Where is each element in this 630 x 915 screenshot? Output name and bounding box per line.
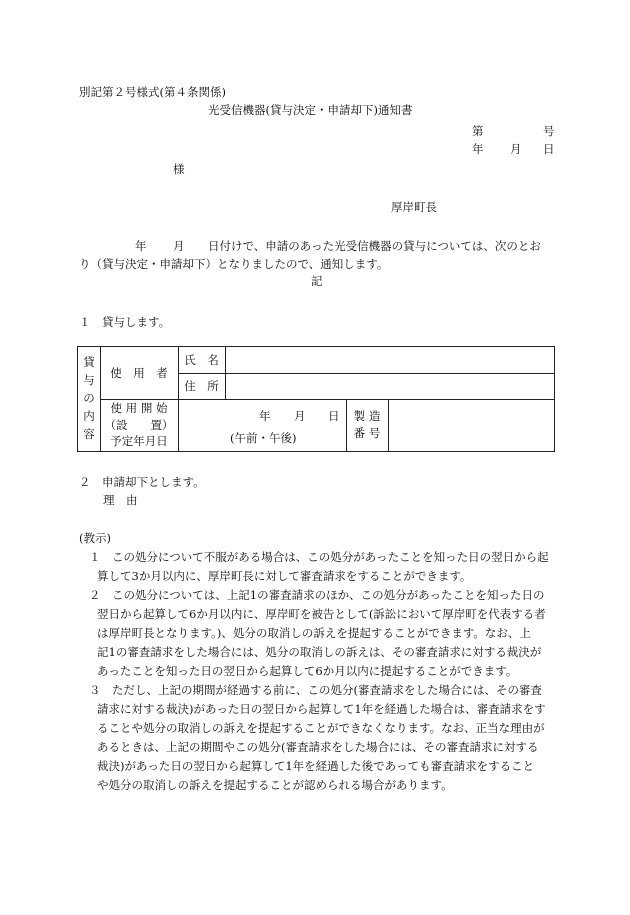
name-field: [225, 347, 554, 373]
serial-label-line1: 製 造: [353, 409, 381, 424]
date-day-label: 日: [543, 142, 555, 156]
date-month-label: 月: [510, 142, 522, 156]
notice-line: 算して3か月以内に、厚岸町長に対して審査請求をすることができます。: [97, 569, 472, 583]
notice-line: や処分の取消しの訴えを提起することが認められる場合があります。: [97, 778, 453, 792]
notice-heading: (教示): [79, 531, 111, 545]
issuer: 厚岸町長: [391, 200, 437, 214]
loan-content-label: 貸 与 の 内 容: [83, 355, 95, 441]
body-month: 月: [173, 239, 185, 253]
body-line1: 日付けで、申請のあった光受信機器の貸与については、次のとお: [208, 239, 541, 253]
name-label: 氏 名: [184, 352, 219, 367]
notice-line: あったことを知った日の翌日から起算して6か月以内に提起することができます。: [97, 664, 518, 678]
serial-number-label: [346, 399, 388, 451]
notice-line: 翌日から起算して6か月以内に、厚岸町を被告として(訴訟において厚岸町を代表する者: [97, 607, 546, 621]
section1-heading: １ 貸与します。: [79, 315, 171, 329]
notice-line: ２ この処分については、上記1の審査請求のほか、この処分があったことを知った日の: [89, 588, 545, 602]
ki-label: 記: [311, 274, 323, 288]
notice-line: 裁決)があった日の翌日から起算して1年を経過した後であっても審査請求をすること: [97, 759, 535, 773]
table-date-day: 日: [328, 409, 340, 423]
address-field: [225, 373, 554, 399]
serial-number-field: [388, 399, 554, 451]
start-label-line1: 使 用 開 始: [110, 400, 168, 415]
notice-line: あるときは、上記の期間やこの処分(審査請求をした場合には、その審査請求に対する: [97, 740, 539, 754]
notice-number: １: [89, 550, 112, 564]
start-date-label: [100, 399, 178, 451]
body-line2: り（貸与決定・申請却下）となりましたので、通知します。: [79, 257, 389, 271]
notice-line: １ この処分について不服がある場合は、この処分があったことを知った日の翌日から起: [89, 550, 549, 564]
number-label-go: 号: [543, 124, 555, 138]
notice-item: [79, 681, 557, 795]
user-label: 使 用 者: [110, 365, 168, 380]
addressee-suffix: 様: [173, 162, 185, 176]
serial-label-line2: 番 号: [353, 426, 381, 440]
table-date-year: 年: [259, 409, 271, 423]
number-label-dai: 第: [472, 124, 484, 138]
notice-line: 記1の審査請求をした場合には、処分の取消しの訴えは、その審査請求に対する裁決が: [97, 645, 542, 659]
table-date-month: 月: [294, 409, 306, 423]
body-year: 年: [135, 239, 147, 253]
start-label-line3: 予定年月日: [110, 434, 168, 449]
section2-heading: ２ 申請却下とします。: [79, 475, 205, 489]
address-label: 住 所: [184, 378, 219, 393]
notice-item: [79, 586, 557, 681]
document-title: 光受信機器(貸与決定・申請却下)通知書: [208, 103, 413, 117]
notice-item: [79, 548, 557, 586]
form-id: 別記第２号様式(第４条関係): [79, 85, 226, 99]
notice-line: は厚岸町長となります。)、処分の取消しの訴えを提起することができます。なお、上: [97, 626, 531, 640]
date-year-label: 年: [472, 142, 484, 156]
table-ampm: (午前・午後): [230, 431, 297, 445]
notice-number: ３: [89, 683, 112, 697]
notice-line: 請求に対する裁決)があった日の翌日から起算して1年を経過した場合は、審査請求をす: [97, 702, 546, 716]
start-label-line2: （設 置）: [104, 417, 174, 432]
notice-line: ることや処分の取消しの訴えを提起することができなくなります。なお、正当な理由が: [97, 721, 545, 735]
notice-line: ３ ただし、上記の期間が経過する前に、この処分(審査請求をした場合には、その審査: [89, 683, 542, 697]
loan-details-table: [77, 346, 555, 452]
notice-number: ２: [89, 588, 112, 602]
reason-label: 理 由: [103, 493, 138, 507]
